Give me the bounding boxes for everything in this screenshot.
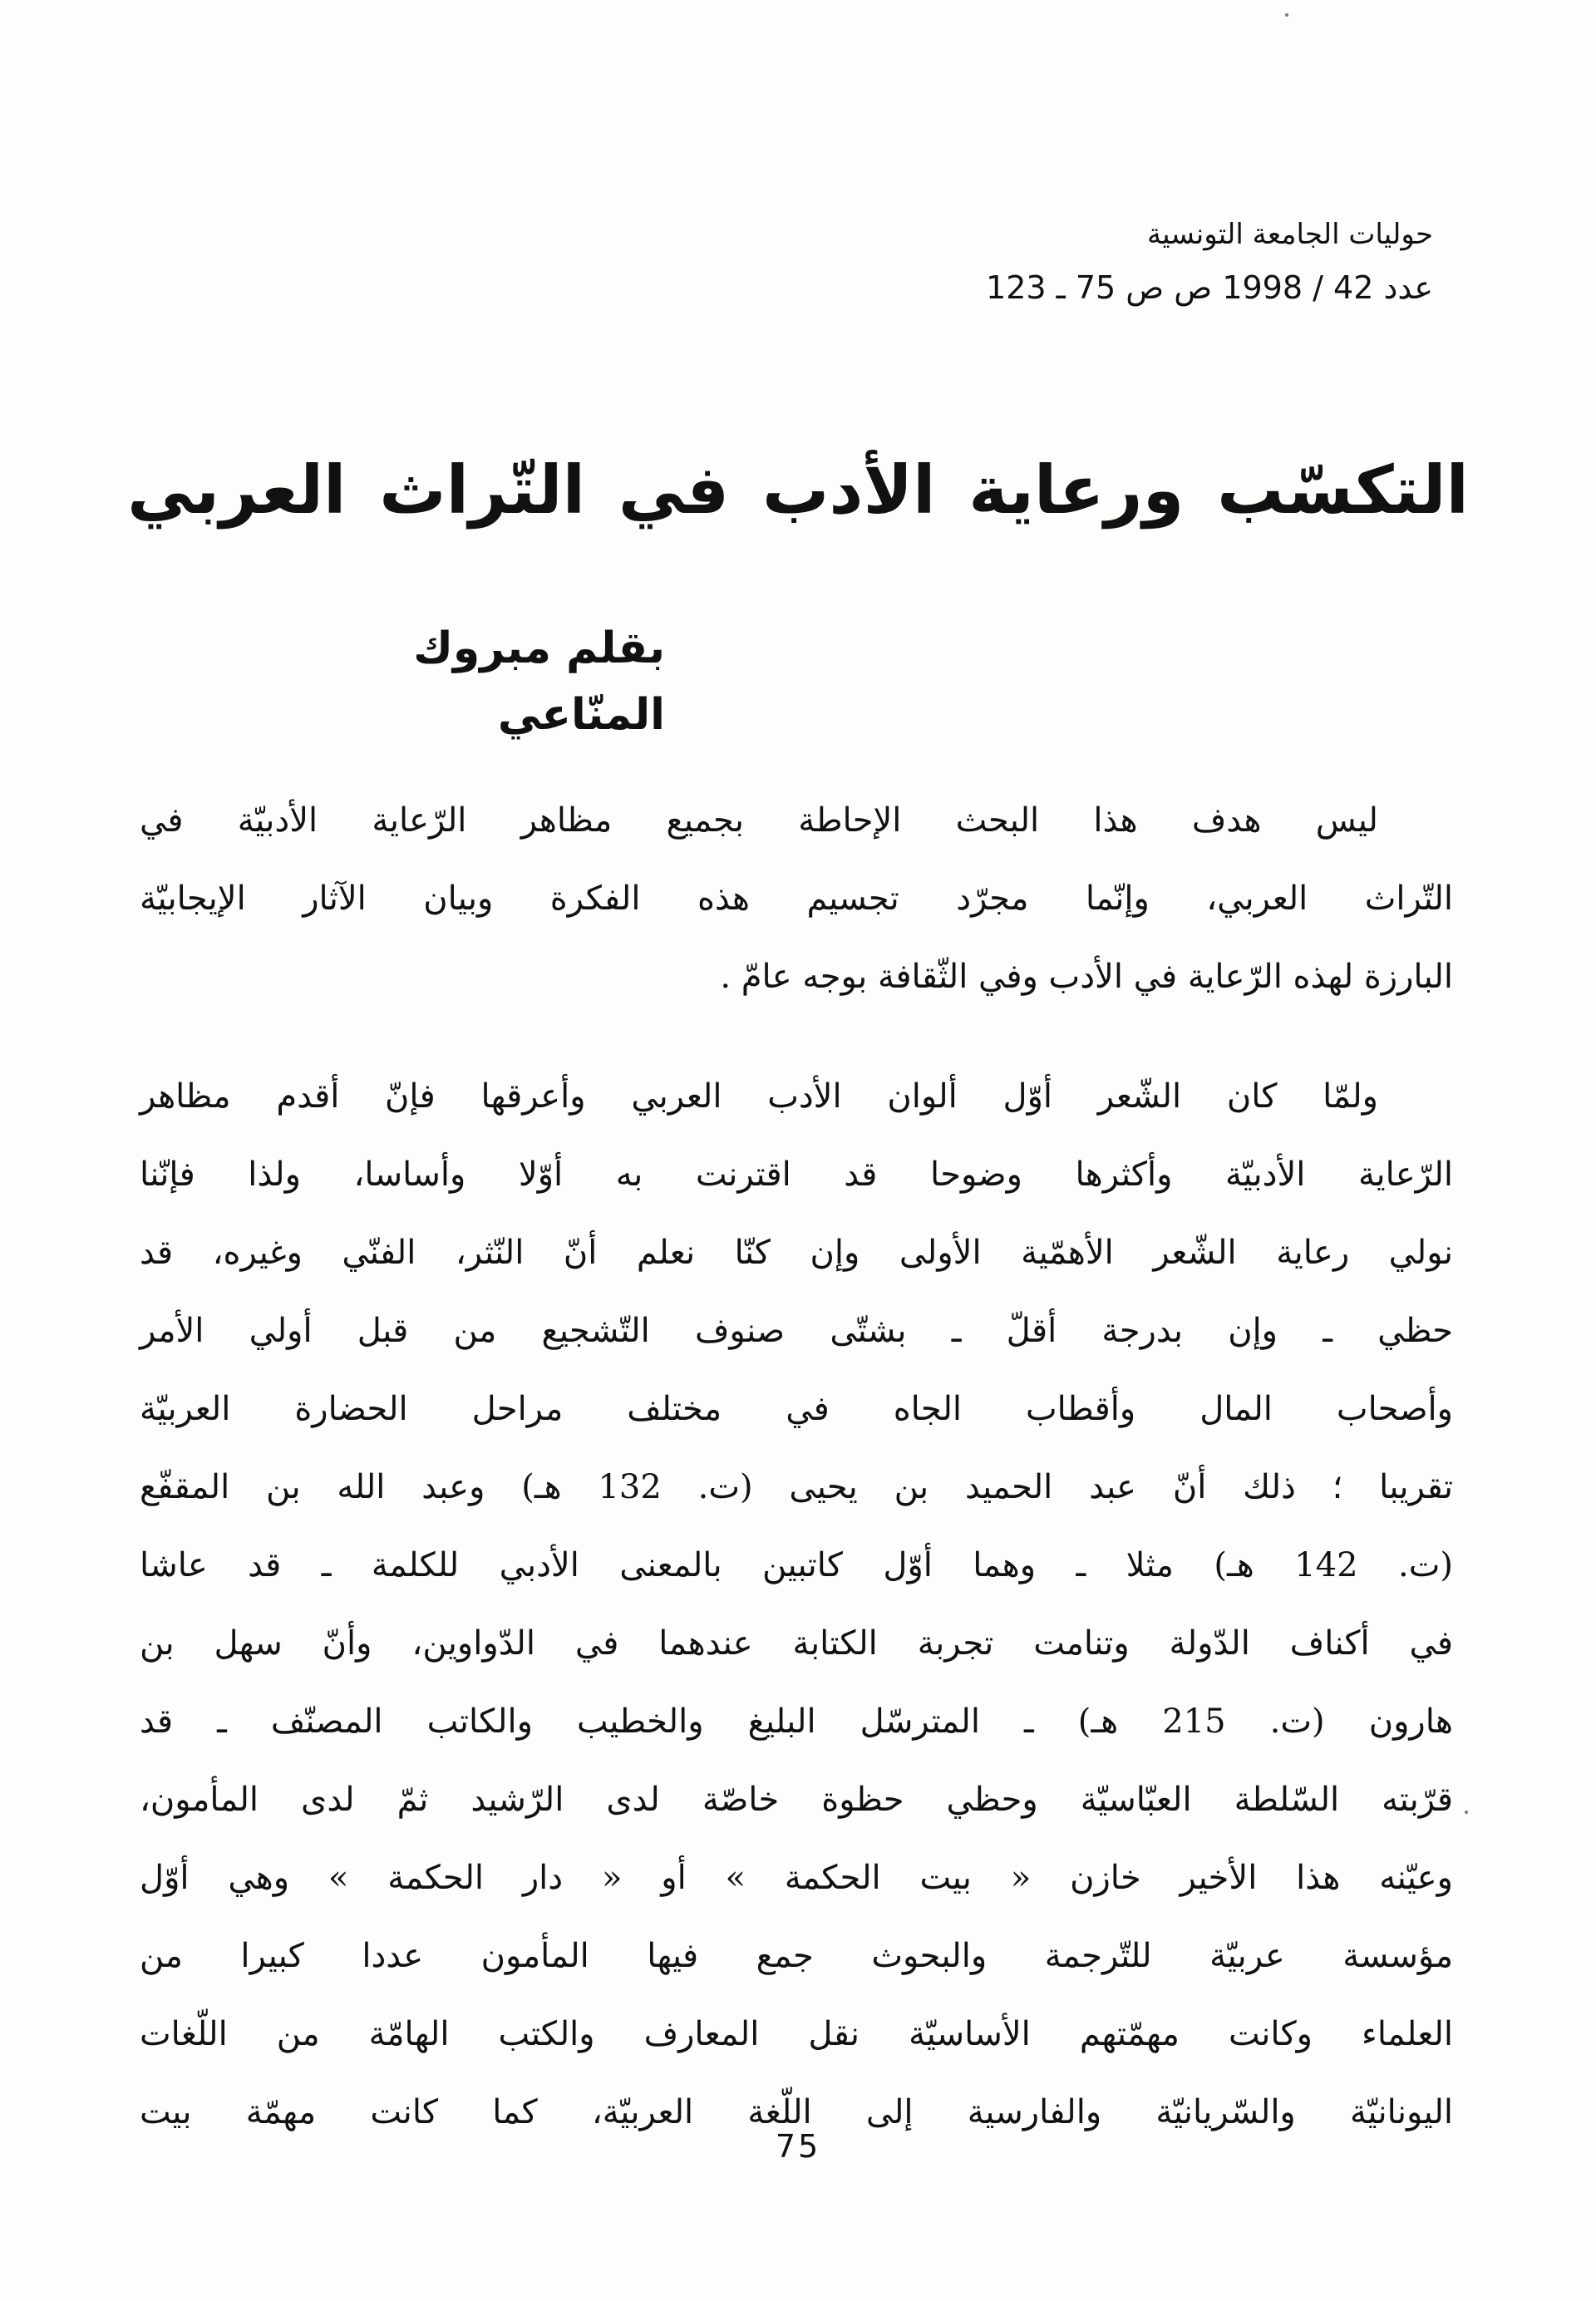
author-byline: بقلم مبروك المنّاعي bbox=[413, 623, 665, 740]
text-line: هارون (ت. 215 هـ) ـ المترسّل البليغ والخطيب والكاتب المصنّف ـ قد bbox=[140, 1702, 1453, 1741]
page-number: 75 bbox=[775, 2128, 821, 2165]
text-line: وعيّنه هذا الأخير خازن « بيت الحكمة » أو « دار الحكمة » وهي أوّل bbox=[140, 1859, 1453, 1897]
text-line: في أكناف الدّولة وتنامت تجربة الكتابة عندهما في الدّواوين، وأنّ سهل بن bbox=[140, 1624, 1453, 1663]
issue-line: عدد 42 / 1998 ص ص 75 ـ 123 bbox=[986, 269, 1433, 306]
text-line: قرّبته السّلطة العبّاسيّة وحظي حظوة خاصّة لدى الرّشيد ثمّ لدى المأمون، bbox=[140, 1781, 1453, 1819]
paragraph-2 bbox=[140, 1057, 1453, 2151]
text-line: ليس هدف هذا البحث الإحاطة بجميع مظاهر الرّعاية الأدبيّة في bbox=[140, 801, 1378, 840]
text-line: حظي ـ وإن بدرجة أقلّ ـ بشتّى صنوف التّشجيع من قبل أولي الأمر bbox=[140, 1312, 1453, 1350]
journal-name: حوليات الجامعة التونسية bbox=[1146, 218, 1433, 251]
text-line: تقريبا ؛ ذلك أنّ عبد الحميد بن يحيى (ت. 132 هـ) وعبد الله بن المقفّع bbox=[140, 1468, 1454, 1506]
scan-speck bbox=[1285, 13, 1288, 17]
text-line: وأصحاب المال وأقطاب الجاه في مختلف مراحل الحضارة العربيّة bbox=[140, 1390, 1453, 1428]
scan-speck bbox=[1465, 1811, 1468, 1814]
text-line: البارزة لهذه الرّعاية في الأدب وفي الثّقافة بوجه عامّ . bbox=[720, 958, 1453, 996]
text-line: العلماء وكانت مهمّتهم الأساسيّة نقل المعارف والكتب الهامّة من اللّغات bbox=[140, 2015, 1453, 2053]
journal-header bbox=[851, 208, 1433, 314]
text-line: اليونانيّة والسّريانيّة والفارسية إلى اللّغة العربيّة، كما كانت مهمّة بيت bbox=[140, 2093, 1453, 2131]
text-line: التّراث العربي، وإنّما مجرّد تجسيم هذه الفكرة وبيان الآثار الإيجابيّة bbox=[140, 880, 1453, 918]
text-line: (ت. 142 هـ) مثلا ـ وهما أوّل كاتبين بالمعنى الأدبي للكلمة ـ قد عاشا bbox=[140, 1546, 1453, 1584]
text-line: ولمّا كان الشّعر أوّل ألوان الأدب العربي وأعرقها فإنّ أقدم مظاهر bbox=[140, 1077, 1378, 1116]
text-line: نولي رعاية الشّعر الأهمّية الأولى وإن كنّا نعلم أنّ النّثر، الفنّي وغيره، قد bbox=[140, 1234, 1453, 1272]
article-title: التكسّب ورعاية الأدب في التّراث العربي bbox=[127, 451, 1469, 529]
article-body bbox=[140, 781, 1453, 2193]
paragraph-1 bbox=[140, 781, 1453, 1016]
text-line: مؤسسة عربيّة للتّرجمة والبحوث جمع فيها المأمون عددا كبيرا من bbox=[140, 1937, 1453, 1975]
text-line: الرّعاية الأدبيّة وأكثرها وضوحا قد اقترنت به أوّلا وأساسا، ولذا فإنّنا bbox=[140, 1155, 1453, 1194]
